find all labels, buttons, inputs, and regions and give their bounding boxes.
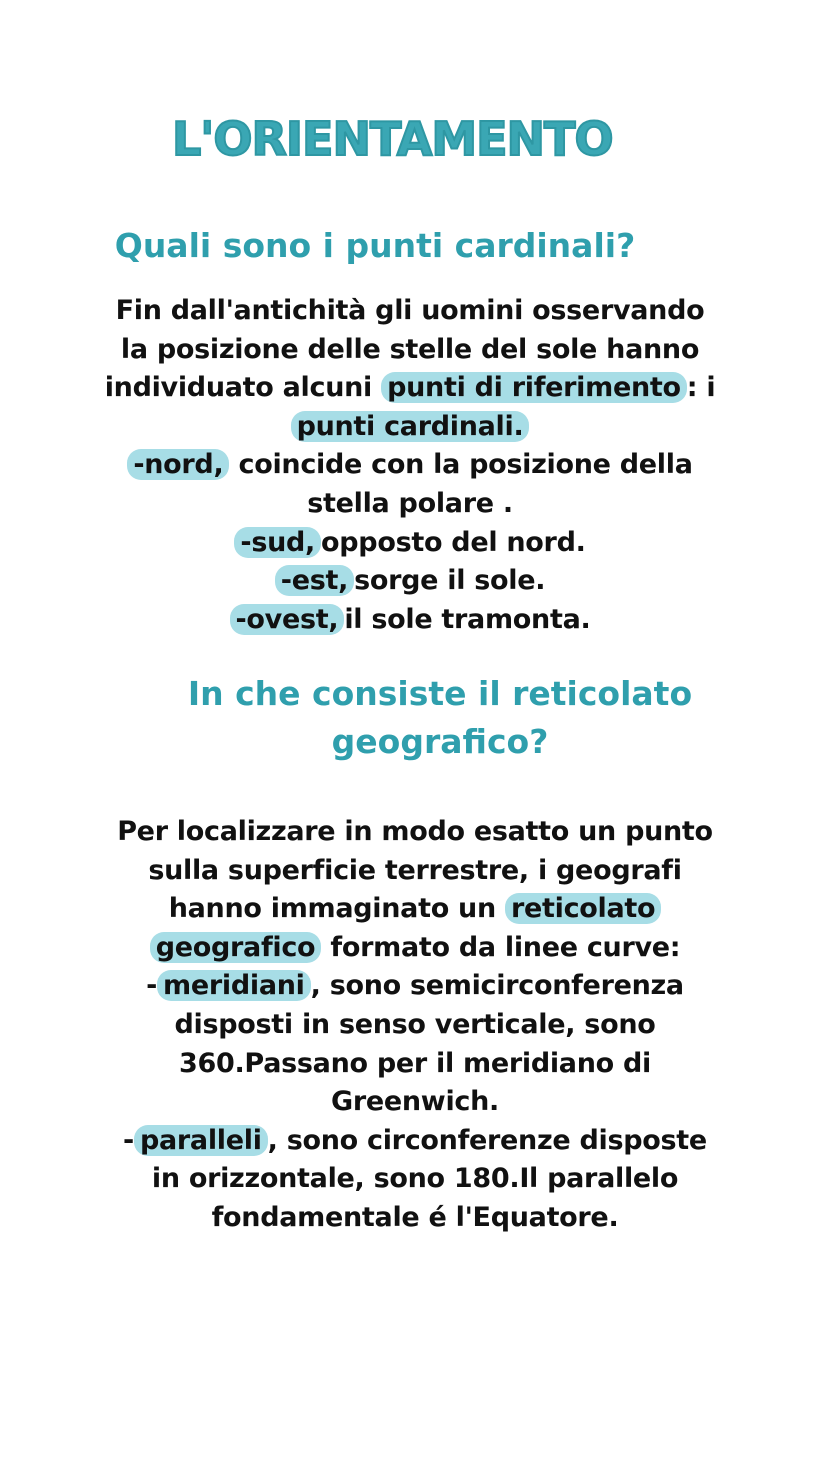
text-fragment: -: [146, 970, 158, 1002]
text-line: sulla superficie terrestre, i geografi: [148, 854, 682, 886]
highlight-east: -est,: [275, 565, 354, 596]
highlight-cardinal-points: punti cardinali.: [291, 411, 530, 442]
highlight-north: -nord,: [127, 449, 229, 480]
text-fragment: , sono circonferenze disposte: [267, 1124, 707, 1156]
text-line: [40, 524, 780, 563]
text-line: [40, 562, 780, 601]
text-line: [40, 369, 780, 408]
paragraph-geographic-grid: [40, 813, 790, 1238]
question-line: geografico?: [331, 722, 549, 761]
text-line: [40, 967, 790, 1006]
text-fragment: , sono semicirconferenza: [310, 970, 684, 1002]
text-fragment: : i: [686, 372, 716, 404]
text-line: fondamentale é l'Equatore.: [211, 1201, 619, 1233]
text-line: la posizione delle stelle del sole hanno: [120, 333, 700, 365]
text-fragment: il sole tramonta.: [344, 603, 591, 635]
text-line: in orizzontale, sono 180.Il parallelo: [151, 1163, 679, 1195]
text-fragment: individuato alcuni: [104, 372, 382, 404]
text-fragment: sorge il sole.: [354, 565, 546, 597]
text-fragment: opposto del nord.: [321, 526, 586, 558]
text-fragment: coincide con la posizione della: [229, 449, 693, 481]
text-line: [40, 890, 790, 929]
text-line: [40, 1122, 790, 1161]
highlight-west: -ovest,: [230, 604, 345, 635]
text-line: Fin dall'antichità gli uomini osservando: [115, 295, 705, 326]
question-geographic-grid: [100, 670, 780, 766]
text-line: [40, 446, 780, 485]
highlight-parallels: paralleli: [134, 1125, 268, 1156]
text-line: disposti in senso verticale, sono: [174, 1008, 656, 1040]
text-line: Greenwich.: [330, 1086, 499, 1118]
question-cardinal-points: Quali sono i punti cardinali?: [114, 226, 636, 265]
highlight-geographic: geografico: [150, 932, 322, 963]
text-line: stella polare .: [307, 487, 513, 519]
highlight-meridians: meridiani: [157, 970, 311, 1001]
paragraph-cardinal-points: [40, 292, 780, 639]
text-fragment: hanno immaginato un: [168, 893, 506, 925]
page-title: L'ORIENTAMENTO: [172, 112, 613, 166]
highlight-south: -sud,: [234, 527, 321, 558]
text-line: Per localizzare in modo esatto un punto: [117, 816, 713, 847]
text-line: [40, 408, 780, 447]
text-line: 360.Passano per il meridiano di: [179, 1047, 651, 1079]
text-line: [40, 929, 790, 968]
text-line: [40, 601, 780, 640]
text-fragment: -: [123, 1124, 134, 1156]
question-line: In che consiste il reticolato: [187, 674, 693, 713]
highlight-grid: reticolato: [505, 893, 661, 924]
highlight-reference-points: punti di riferimento: [381, 372, 687, 403]
text-fragment: formato da linee curve:: [321, 931, 681, 963]
